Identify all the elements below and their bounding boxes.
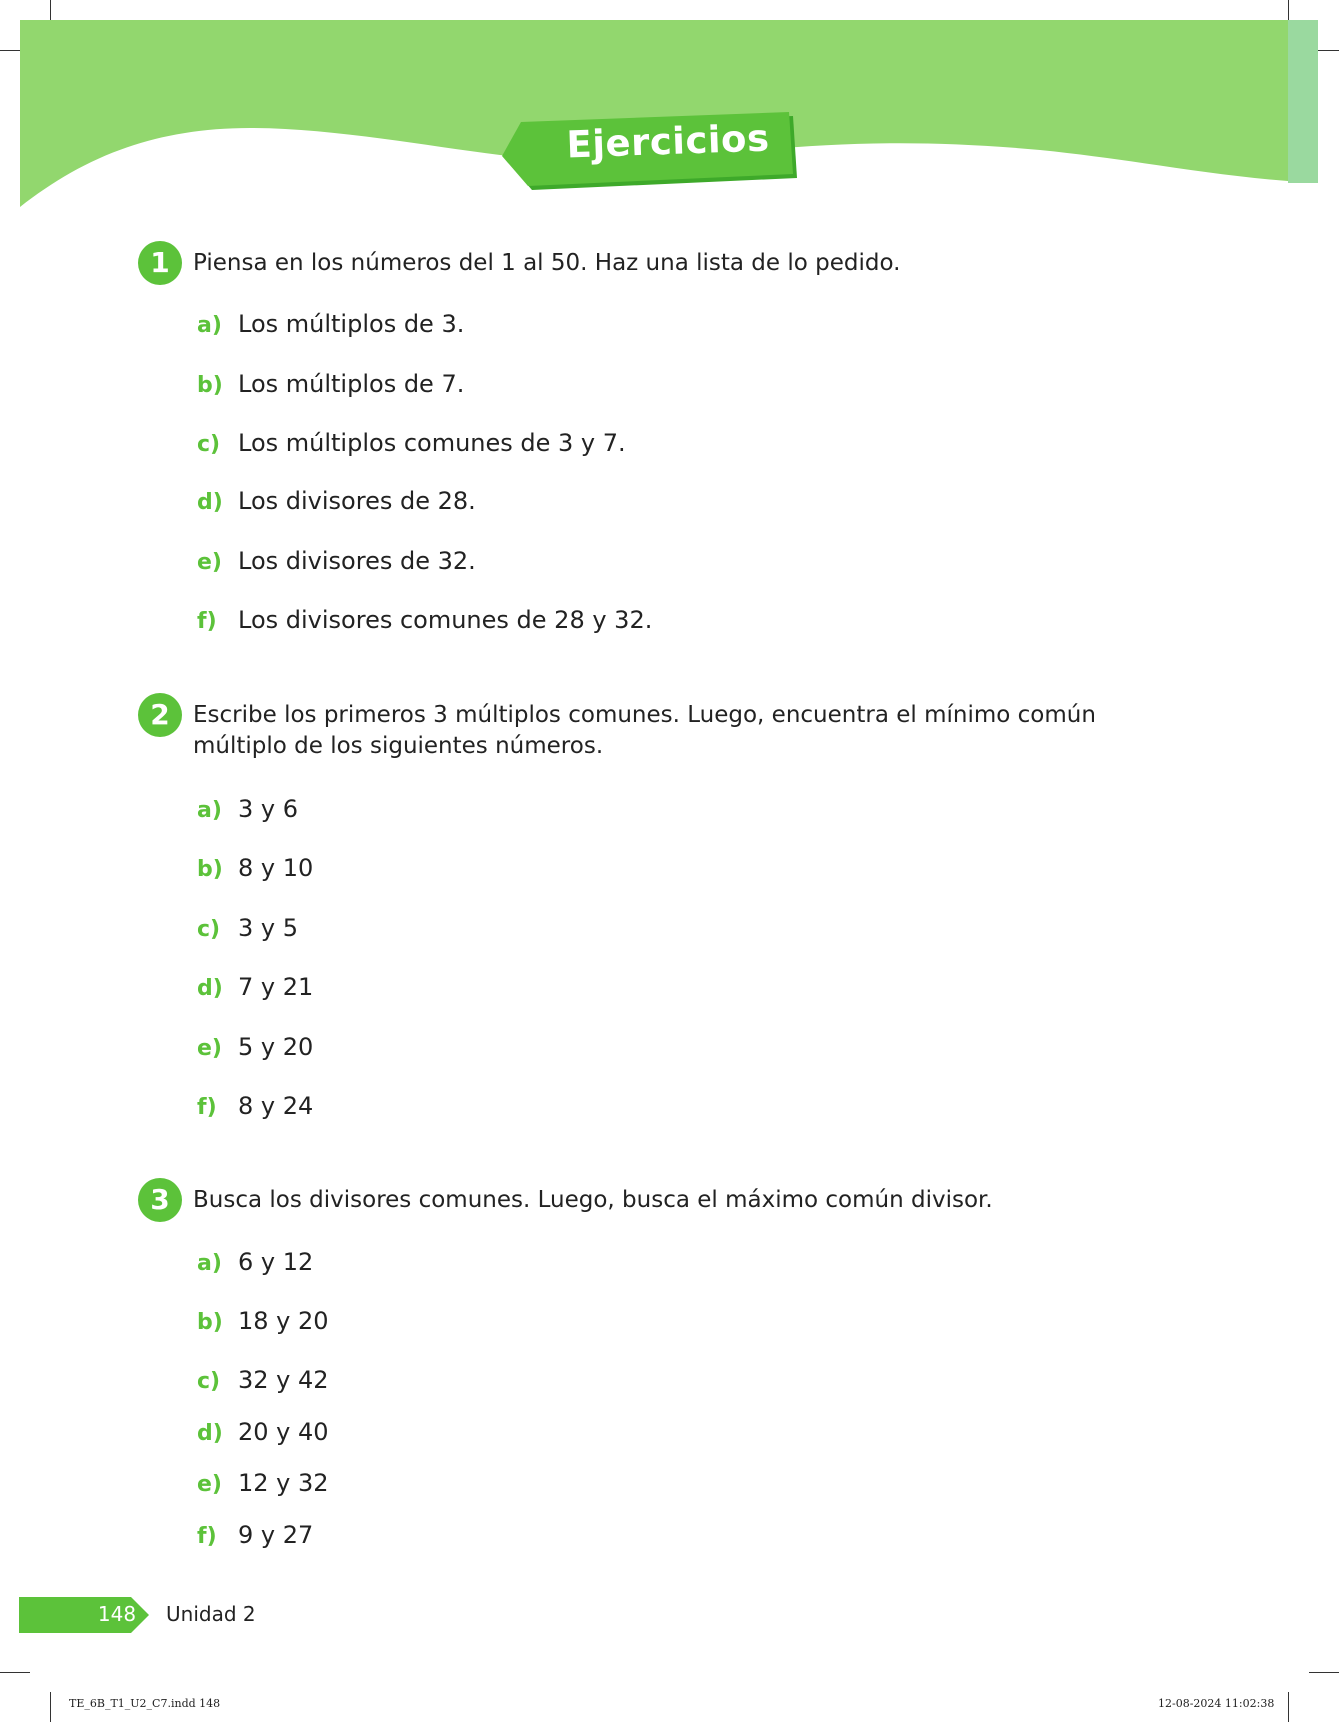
item-text: Los divisores comunes de 28 y 32. <box>238 606 653 634</box>
item-label: e) <box>197 1472 222 1497</box>
item-label: f) <box>197 1524 217 1549</box>
item-text: 5 y 20 <box>238 1033 314 1061</box>
item-text: Los divisores de 28. <box>238 487 476 515</box>
item-label: e) <box>197 1036 222 1061</box>
item-label: e) <box>197 550 222 575</box>
list-item <box>197 1520 313 1550</box>
list-item <box>197 546 476 576</box>
item-text: 12 y 32 <box>238 1469 329 1497</box>
item-text: 6 y 12 <box>238 1248 314 1276</box>
page-title: Ejercicios <box>565 116 771 167</box>
list-item <box>197 486 476 516</box>
item-label: a) <box>197 313 222 338</box>
exercise-prompt: Busca los divisores comunes. Luego, busca el máximo común divisor. <box>193 1187 993 1213</box>
list-item <box>197 853 313 883</box>
item-text: Los múltiplos de 7. <box>238 370 465 398</box>
item-text: 8 y 10 <box>238 854 314 882</box>
item-label: d) <box>197 490 223 515</box>
item-text: 8 y 24 <box>238 1092 314 1120</box>
item-text: 3 y 5 <box>238 914 298 942</box>
list-item <box>197 1306 329 1336</box>
exercise-number-badge: 1 <box>138 241 182 285</box>
list-item <box>197 1091 313 1121</box>
crop-mark <box>1309 1672 1339 1673</box>
item-label: c) <box>197 432 221 457</box>
list-item <box>197 1247 313 1277</box>
item-text: 18 y 20 <box>238 1307 329 1335</box>
crop-mark <box>1288 1692 1289 1722</box>
item-label: b) <box>197 857 223 882</box>
item-label: f) <box>197 609 217 634</box>
item-text: 7 y 21 <box>238 973 314 1001</box>
print-timestamp: 12-08-2024 11:02:38 <box>1158 1697 1275 1710</box>
exercise-number-badge: 2 <box>138 693 182 737</box>
item-text: 32 y 42 <box>238 1366 329 1394</box>
item-label: d) <box>197 976 223 1001</box>
item-label: c) <box>197 917 221 942</box>
item-label: b) <box>197 1310 223 1335</box>
file-slug: TE_6B_T1_U2_C7.indd 148 <box>69 1697 221 1710</box>
list-item <box>197 1365 329 1395</box>
item-text: 3 y 6 <box>238 795 298 823</box>
list-item <box>197 913 298 943</box>
exercise-prompt: Piensa en los números del 1 al 50. Haz una lista de lo pedido. <box>193 250 901 276</box>
list-item <box>197 1468 329 1498</box>
exercise-number-badge: 3 <box>138 1178 182 1222</box>
unit-label: Unidad 2 <box>166 1602 256 1626</box>
list-item <box>197 972 313 1002</box>
item-text: 20 y 40 <box>238 1418 329 1446</box>
list-item <box>197 1032 313 1062</box>
list-item <box>197 605 652 635</box>
list-item <box>197 794 298 824</box>
exercise-prompt: Escribe los primeros 3 múltiplos comunes. Luego, encuentra el mínimo común múltiplo de los siguientes números. <box>193 702 1096 759</box>
list-item <box>197 428 626 458</box>
item-label: b) <box>197 373 223 398</box>
item-label: a) <box>197 798 222 823</box>
item-text: Los divisores de 32. <box>238 547 476 575</box>
list-item <box>197 309 464 339</box>
crop-mark <box>0 1672 30 1673</box>
list-item <box>197 369 464 399</box>
item-text: Los múltiplos de 3. <box>238 310 465 338</box>
list-item <box>197 1417 329 1447</box>
item-label: c) <box>197 1369 221 1394</box>
item-text: 9 y 27 <box>238 1521 314 1549</box>
crop-mark <box>50 1692 51 1722</box>
side-tab <box>1288 20 1318 183</box>
item-label: d) <box>197 1421 223 1446</box>
item-label: a) <box>197 1251 222 1276</box>
item-text: Los múltiplos comunes de 3 y 7. <box>238 429 626 457</box>
item-label: f) <box>197 1095 217 1120</box>
page-number: 148 <box>97 1602 137 1626</box>
